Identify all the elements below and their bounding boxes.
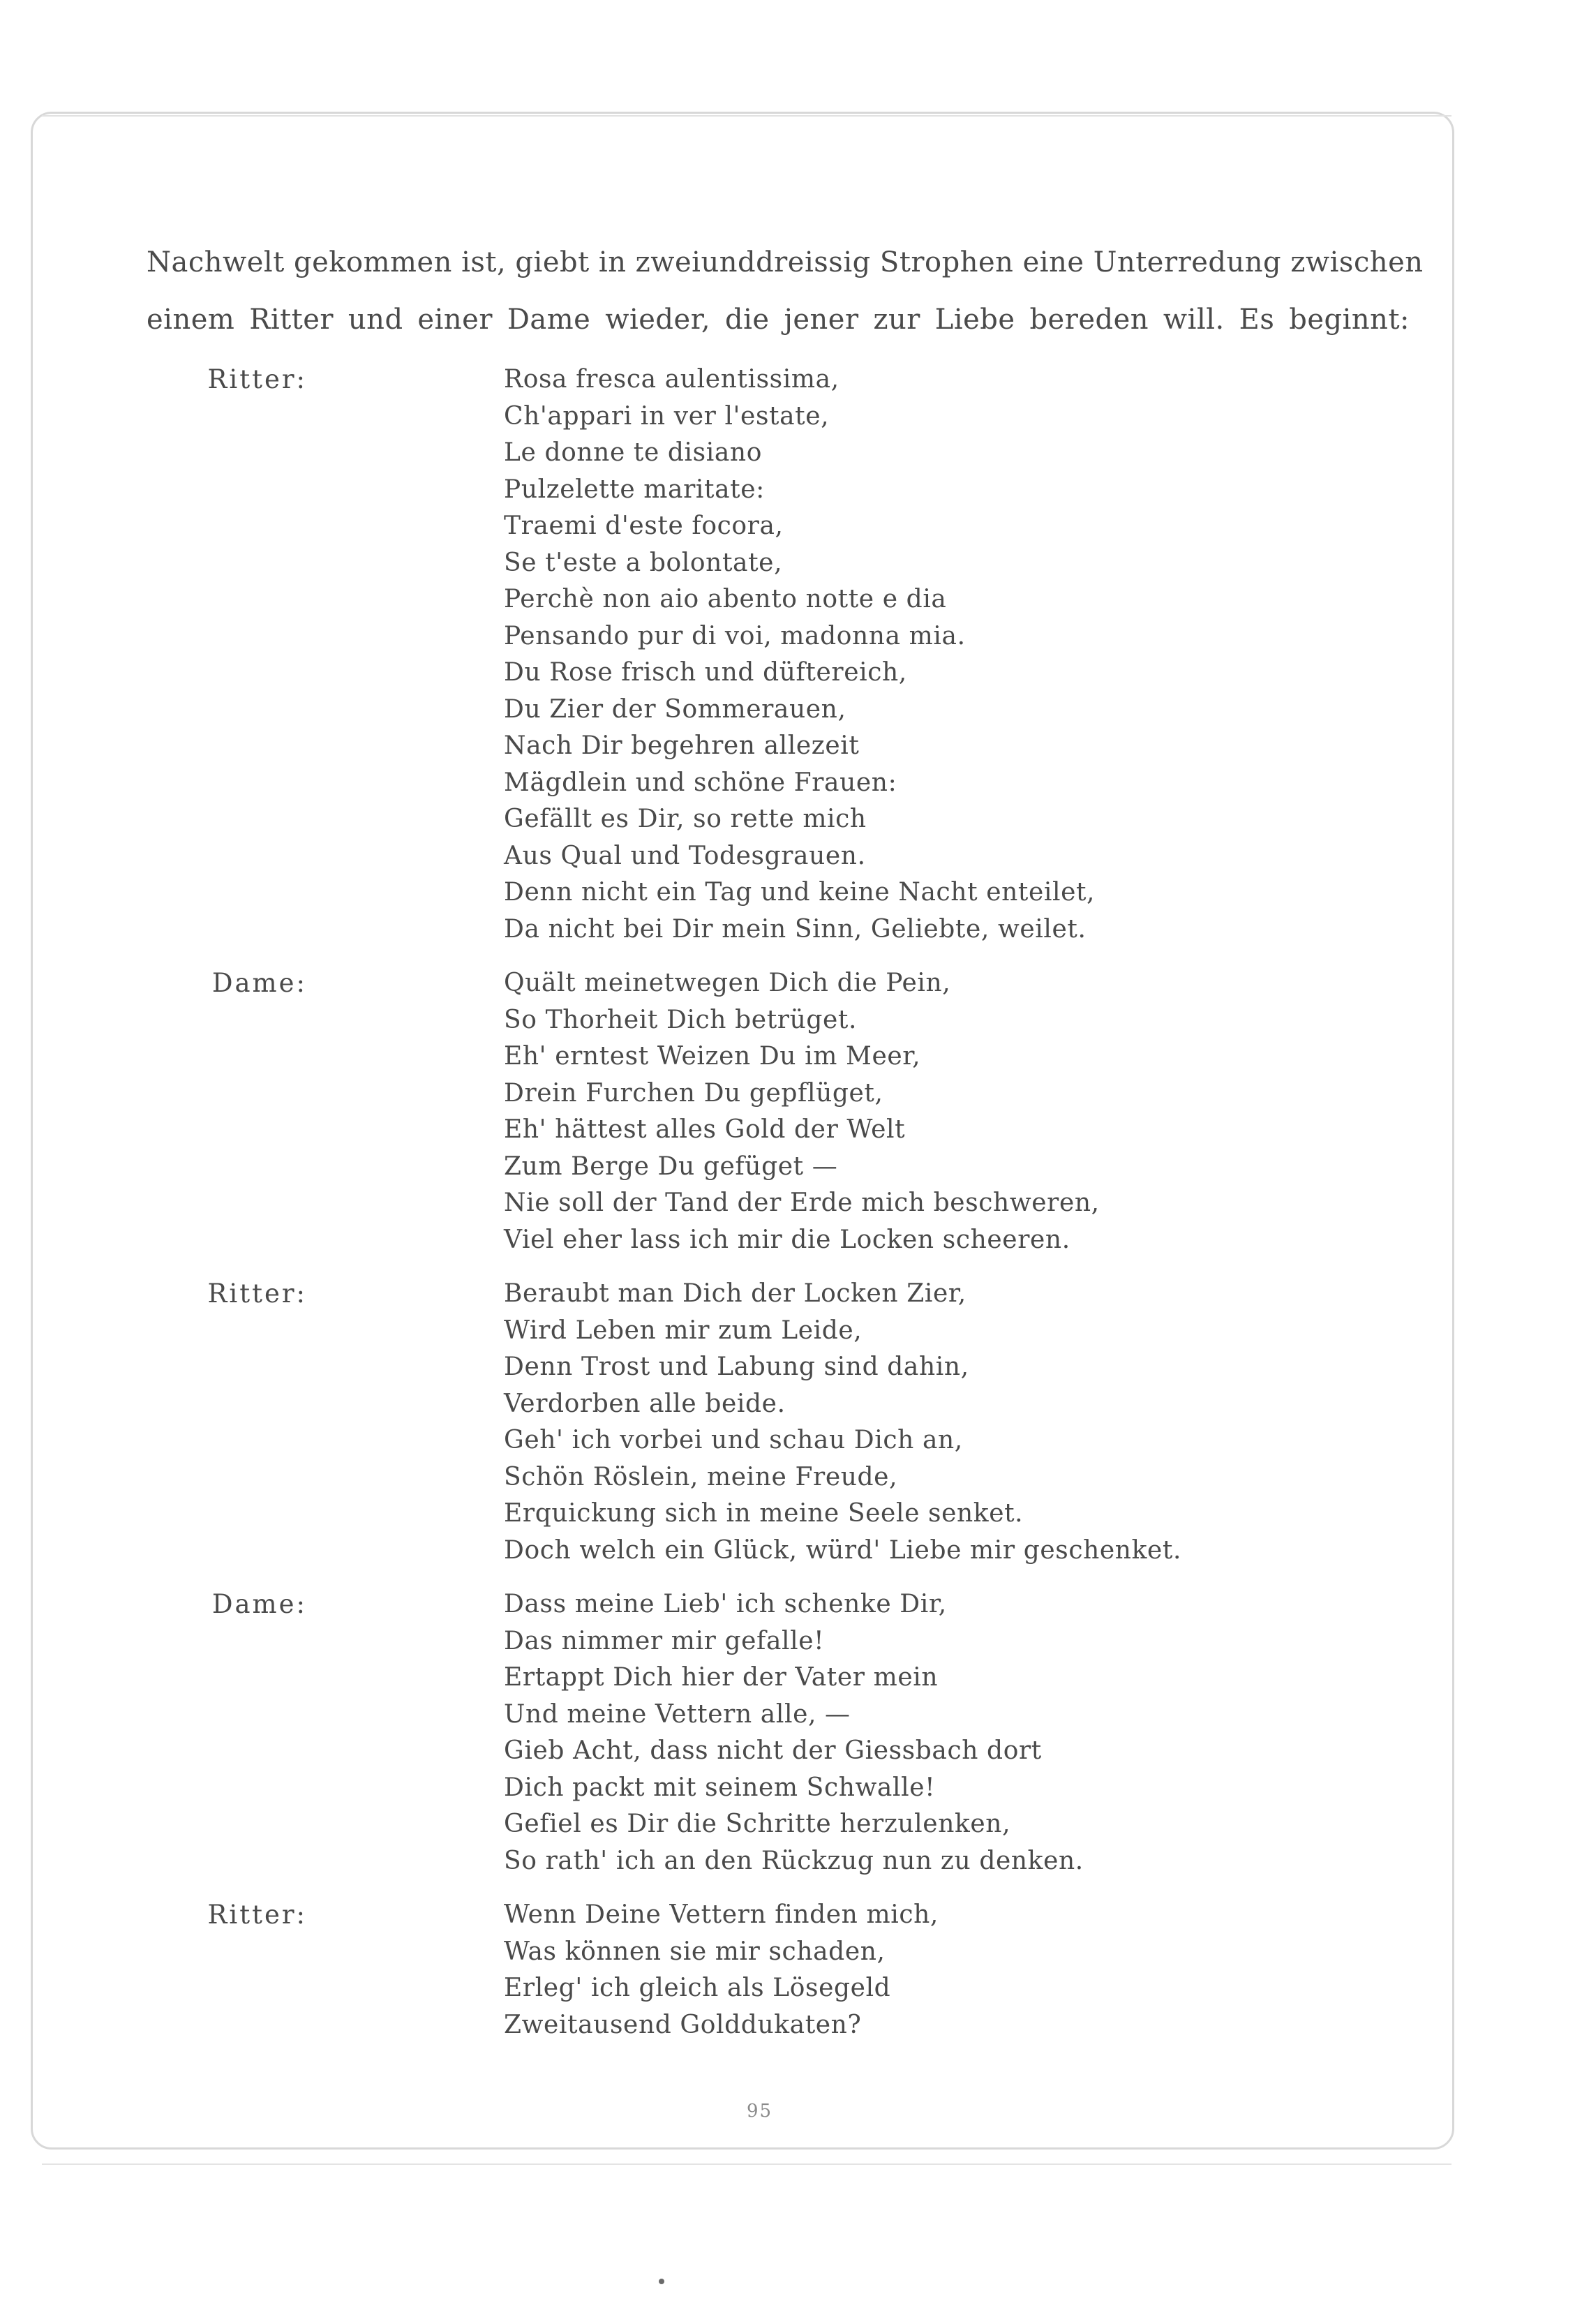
frame-rule-top (42, 115, 1451, 117)
intro-line: einem Ritter und einer Dame wieder, die jener zur Liebe bereden will. Es beginnt: (147, 304, 1410, 336)
speaker-label: Ritter: (207, 1279, 307, 1309)
intro-line: Nachwelt gekommen ist, giebt in zweiunddreissig Strophen eine Unterredung zwischen (147, 246, 1424, 278)
verse-line: Wird Leben mir zum Leide, (504, 1316, 863, 1345)
poem-dialogue (207, 362, 1432, 2061)
verse-line: Geh' ich vorbei und schau Dich an, (504, 1426, 963, 1454)
verse-line: Erleg' ich gleich als Lösegeld (504, 1974, 891, 2002)
intro-paragraph (147, 234, 1424, 348)
speaker-label: Dame: (211, 1589, 307, 1619)
verse-line: Drein Furchen Du gepflüget, (504, 1078, 883, 1108)
verse-line: Le donne te disiano (504, 438, 762, 467)
verse-line: Se t'este a bolontate, (504, 548, 783, 577)
verse-line: Viel eher lass ich mir die Locken scheeren. (504, 1225, 1070, 1254)
stanza-4 (211, 1586, 1432, 1879)
verse-line: Ch'appari in ver l'estate, (504, 401, 830, 431)
verse-line: Beraubt man Dich der Locken Zier, (504, 1279, 966, 1308)
speaker-label: Ritter: (207, 1900, 307, 1930)
verse-line: Nach Dir begehren allezeit (504, 731, 860, 760)
verse-line: Pensando pur di voi, madonna mia. (504, 621, 966, 650)
speaker-label: Ritter: (207, 364, 307, 394)
verse-line: Traemi d'este focora, (504, 512, 784, 540)
verse-line: Quält meinetwegen Dich die Pein, (504, 969, 951, 997)
stanza-2 (211, 965, 1432, 1258)
verse-line: Du Zier der Sommerauen, (504, 694, 846, 724)
verse-line: Rosa fresca aulentissima, (504, 365, 839, 394)
verse-line: Doch welch ein Glück, würd' Liebe mir geschenket. (504, 1535, 1182, 1565)
verse-line: Und meine Vettern alle, — (504, 1699, 851, 1729)
speaker-label: Dame: (211, 968, 307, 998)
verse-line: Perchè non aio abento notte e dia (504, 585, 947, 613)
stanza-1 (207, 362, 1432, 948)
verse-line: Verdorben alle beide. (504, 1389, 786, 1418)
verse-line: Aus Qual und Todesgrauen. (504, 841, 866, 870)
verse-line: Ertappt Dich hier der Vater mein (504, 1663, 939, 1692)
verse-line: Zweitausend Golddukaten? (504, 2010, 862, 2039)
verse-line: Pulzelette maritate: (504, 475, 765, 504)
verse-line: Gefiel es Dir die Schritte herzulenken, (504, 1810, 1011, 1838)
verse-line: Da nicht bei Dir mein Sinn, Geliebte, weilet. (504, 914, 1087, 944)
verse-line: Nie soll der Tand der Erde mich beschweren, (504, 1189, 1100, 1217)
verse-line: Erquickung sich in meine Seele senket. (504, 1499, 1024, 1528)
stanza-3 (207, 1276, 1432, 1569)
verse-line: Denn nicht ein Tag und keine Nacht enteilet, (504, 878, 1096, 907)
verse-line: Wenn Deine Vettern finden mich, (504, 1900, 939, 1929)
stanza-5 (207, 1897, 1432, 2043)
verse-line: So rath' ich an den Rückzug nun zu denken. (504, 1846, 1084, 1875)
verse-line: Schön Röslein, meine Freude, (504, 1462, 898, 1491)
verse-line: So Thorheit Dich betrüget. (504, 1005, 858, 1034)
verse-line: Denn Trost und Labung sind dahin, (504, 1353, 969, 1381)
verse-line: Dich packt mit seinem Schwalle! (504, 1773, 936, 1802)
verse-line: Du Rose frisch und düftereich, (504, 658, 907, 687)
verse-line: Mägdlein und schöne Frauen: (504, 768, 897, 797)
verse-line: Eh' hättest alles Gold der Welt (504, 1115, 906, 1144)
page-number: 95 (747, 2101, 773, 2122)
verse-line: Was können sie mir schaden, (504, 1937, 886, 1966)
verse-line: Eh' erntest Weizen Du im Meer, (504, 1042, 921, 1071)
frame-rule-bottom (42, 2163, 1451, 2165)
verse-line: Gieb Acht, dass nicht der Giessbach dort (504, 1736, 1042, 1765)
print-speck (659, 2279, 664, 2284)
verse-line: Zum Berge Du gefüget — (504, 1152, 838, 1181)
verse-line: Das nimmer mir gefalle! (504, 1626, 825, 1655)
verse-line: Dass meine Lieb' ich schenke Dir, (504, 1590, 947, 1618)
verse-line: Gefällt es Dir, so rette mich (504, 805, 867, 833)
